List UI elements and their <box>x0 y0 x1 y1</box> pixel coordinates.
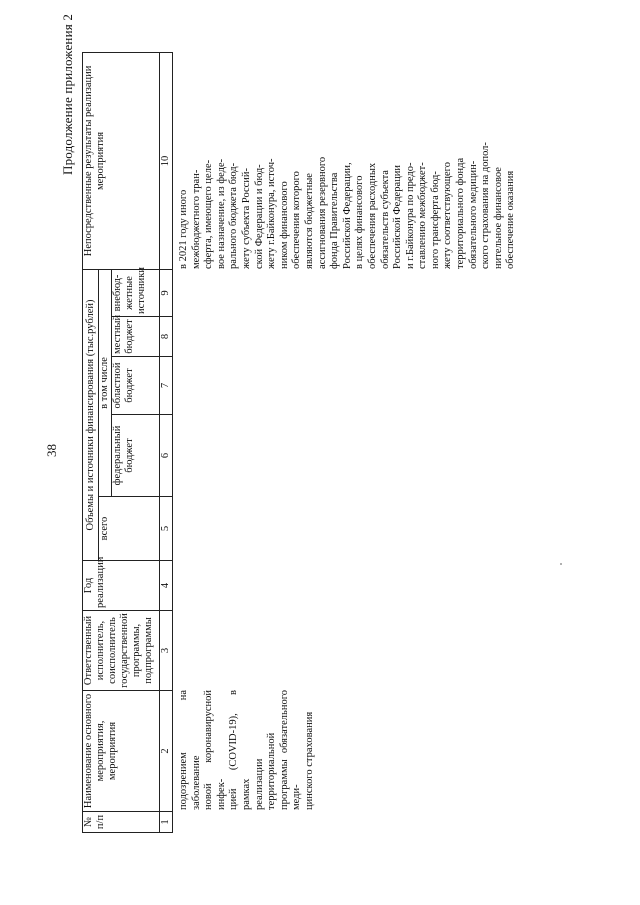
header-regional: областной бюджет <box>112 357 160 415</box>
col-number: 7 <box>160 357 173 415</box>
header-total: всего <box>99 497 160 561</box>
col-number: 10 <box>160 52 173 269</box>
col-number: 1 <box>160 812 173 833</box>
continuation-label: Продолжение приложения 2 <box>60 13 75 175</box>
header-federal: федеральный бюджет <box>112 415 160 497</box>
col-number: 4 <box>160 561 173 611</box>
header-num: № п/п <box>83 812 160 833</box>
row-name-text: подозрением на заболевание новой коронавирусной инфек- цией (COVID-19), в рамках реализации территориальной программы обязательного меди- цинского страхования <box>178 690 315 810</box>
header-finance: Объемы и источники финансирования (тыс.рублей) <box>83 269 99 560</box>
col-number: 2 <box>160 691 173 812</box>
header-results: Непосредственные результаты реализации мероприятия <box>83 52 160 269</box>
col-number: 8 <box>160 317 173 357</box>
header-year: Год реализации <box>83 561 160 611</box>
speck <box>560 563 562 565</box>
col-number: 3 <box>160 611 173 691</box>
column-number-row <box>160 52 173 832</box>
header-local: местный бюджет <box>112 317 160 357</box>
header-executor: Ответственный исполнитель, соисполнитель государственной программы, подпрограммы <box>83 611 160 691</box>
header-name: Наименование основного мероприятия, мероприятия <box>83 691 160 812</box>
col-number: 6 <box>160 415 173 497</box>
col-number: 9 <box>160 269 173 316</box>
finance-table <box>82 52 173 833</box>
header-incl: в том числе <box>99 269 112 496</box>
row-result-text: в 2021 году иного межбюджетного тран- сферта, имеющего целе- вое назначение, из феде- рального бюджета бюд- жету субъекта Россий- ской Федерации и бюд- жету г.Байконура, источ- ником финансового обеспечения которого являются бюджетные ассигнования резервного фонда Правительства Российской Федерации, в целях финансового обеспечения расходных обязательств субъекта Российской Федерации и г.Байконура по предо- ставлению межбюджет- ного трансферта бюд- жету соответствующего территориального фонда обязательного медицин- ского страхования на допол- нительное финансовое обеспечение оказания <box>178 142 517 269</box>
header-offbudget: внебюд-жетные источники <box>112 269 160 316</box>
col-number: 5 <box>160 497 173 561</box>
page-number: 38 <box>44 444 59 457</box>
